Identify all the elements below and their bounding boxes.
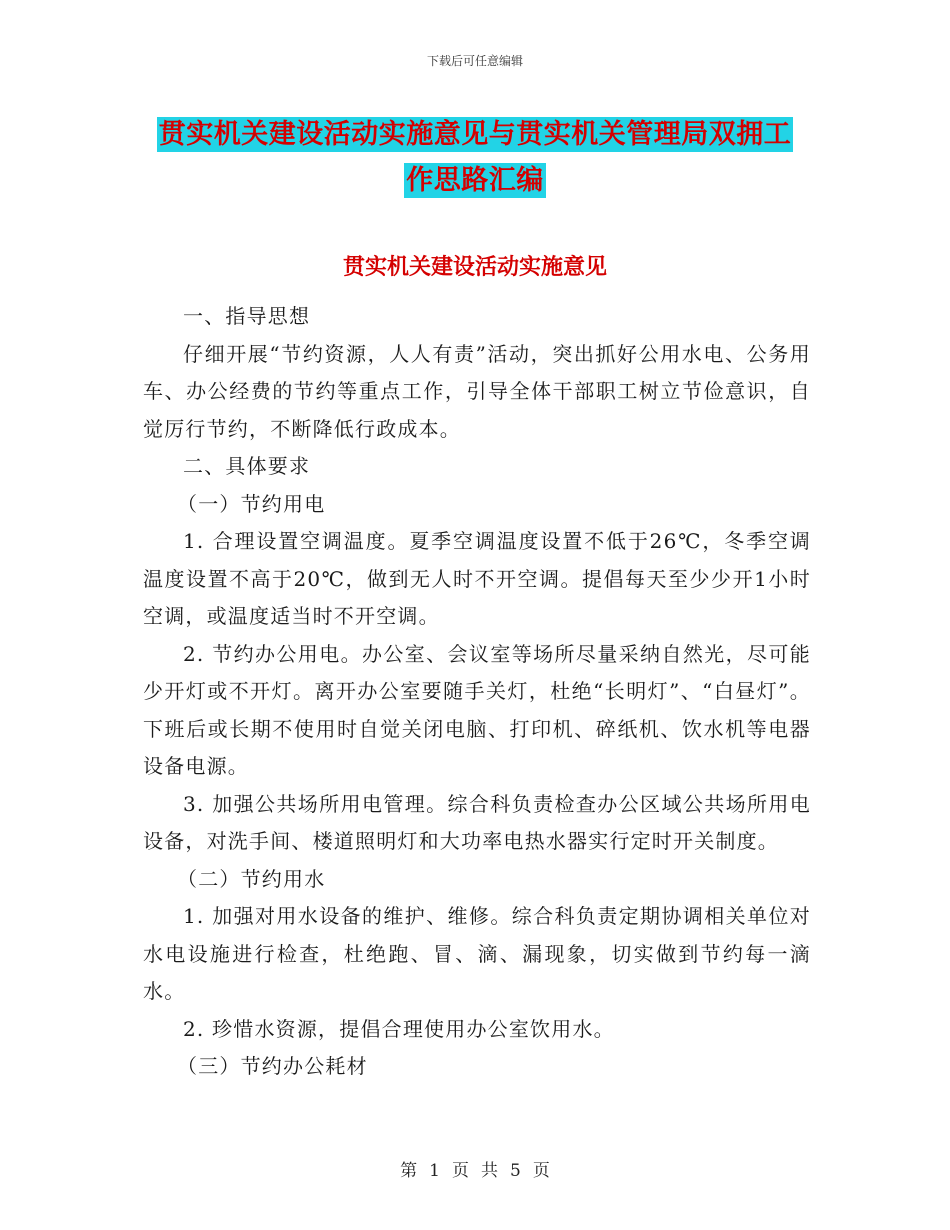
footer-total-pages: 5 (510, 1161, 521, 1181)
document-title-line-1 (0, 112, 950, 151)
paragraph: 2. 珍惜水资源，提倡合理使用办公室饮用水。 (183, 1016, 615, 1041)
footer-total-word: 共 (481, 1161, 498, 1181)
paragraph: 1. 加强对用水设备的维护、维修。综合科负责定期协调相关单位对水电设施进行检查，杜绝跑、冒、滴、漏现象，切实做到节约每一滴水。 (143, 904, 811, 1003)
footer-page-word: 页 (452, 1161, 469, 1181)
paragraph: 2. 节约办公用电。办公室、会议室等场所尽量采纳自然光，尽可能少开灯或不开灯。离开办公室要随手关灯，杜绝“长明灯”、“白昼灯”。下班后或长期不使用时自觉关闭电脑、打印机、碎纸机、饮水机等电器设备电源。 (143, 641, 811, 778)
page-footer (0, 1156, 950, 1181)
document-title-line-2 (0, 158, 950, 197)
footer-suffix: 页 (532, 1161, 550, 1181)
paragraph: 仔细开展“节约资源，人人有责”活动，突出抓好公用水电、公务用车、办公经费的节约等重点工作，引导全体干部职工树立节俭意识，自觉厉行节约，不断降低行政成本。 (143, 341, 811, 441)
title-text-line-2: 作思路汇编 (406, 165, 544, 196)
subheading-save-office-supplies: （三）节约办公耗材 (177, 1054, 368, 1078)
document-body (143, 298, 811, 1086)
header-note: 下载后可任意编辑 (426, 54, 523, 68)
footer-prefix: 第 (400, 1161, 418, 1181)
heading-guiding-thought: 一、指导思想 (183, 304, 311, 328)
section-title: 贯实机关建设活动实施意见 (342, 254, 607, 280)
subheading-save-electricity: （一）节约用电 (177, 491, 326, 516)
title-text-line-1: 贯实机关建设活动实施意见与贯实机关管理局双拥工 (158, 119, 792, 150)
paragraph: 1. 合理设置空调温度。夏季空调温度设置不低于26℃，冬季空调温度设置不高于20℃，做到无人时不开空调。提倡每天至少少开1小时空调，或温度适当时不开空调。 (143, 529, 811, 628)
footer-page-number: 1 (429, 1161, 440, 1181)
paragraph: 3. 加强公共场所用电管理。综合科负责检查办公区域公共场所用电设备，对洗手间、楼道照明灯和大功率电热水器实行定时开关制度。 (143, 791, 811, 853)
subheading-save-water: （二）节约用水 (177, 866, 326, 891)
heading-specific-requirements: 二、具体要求 (183, 454, 311, 478)
